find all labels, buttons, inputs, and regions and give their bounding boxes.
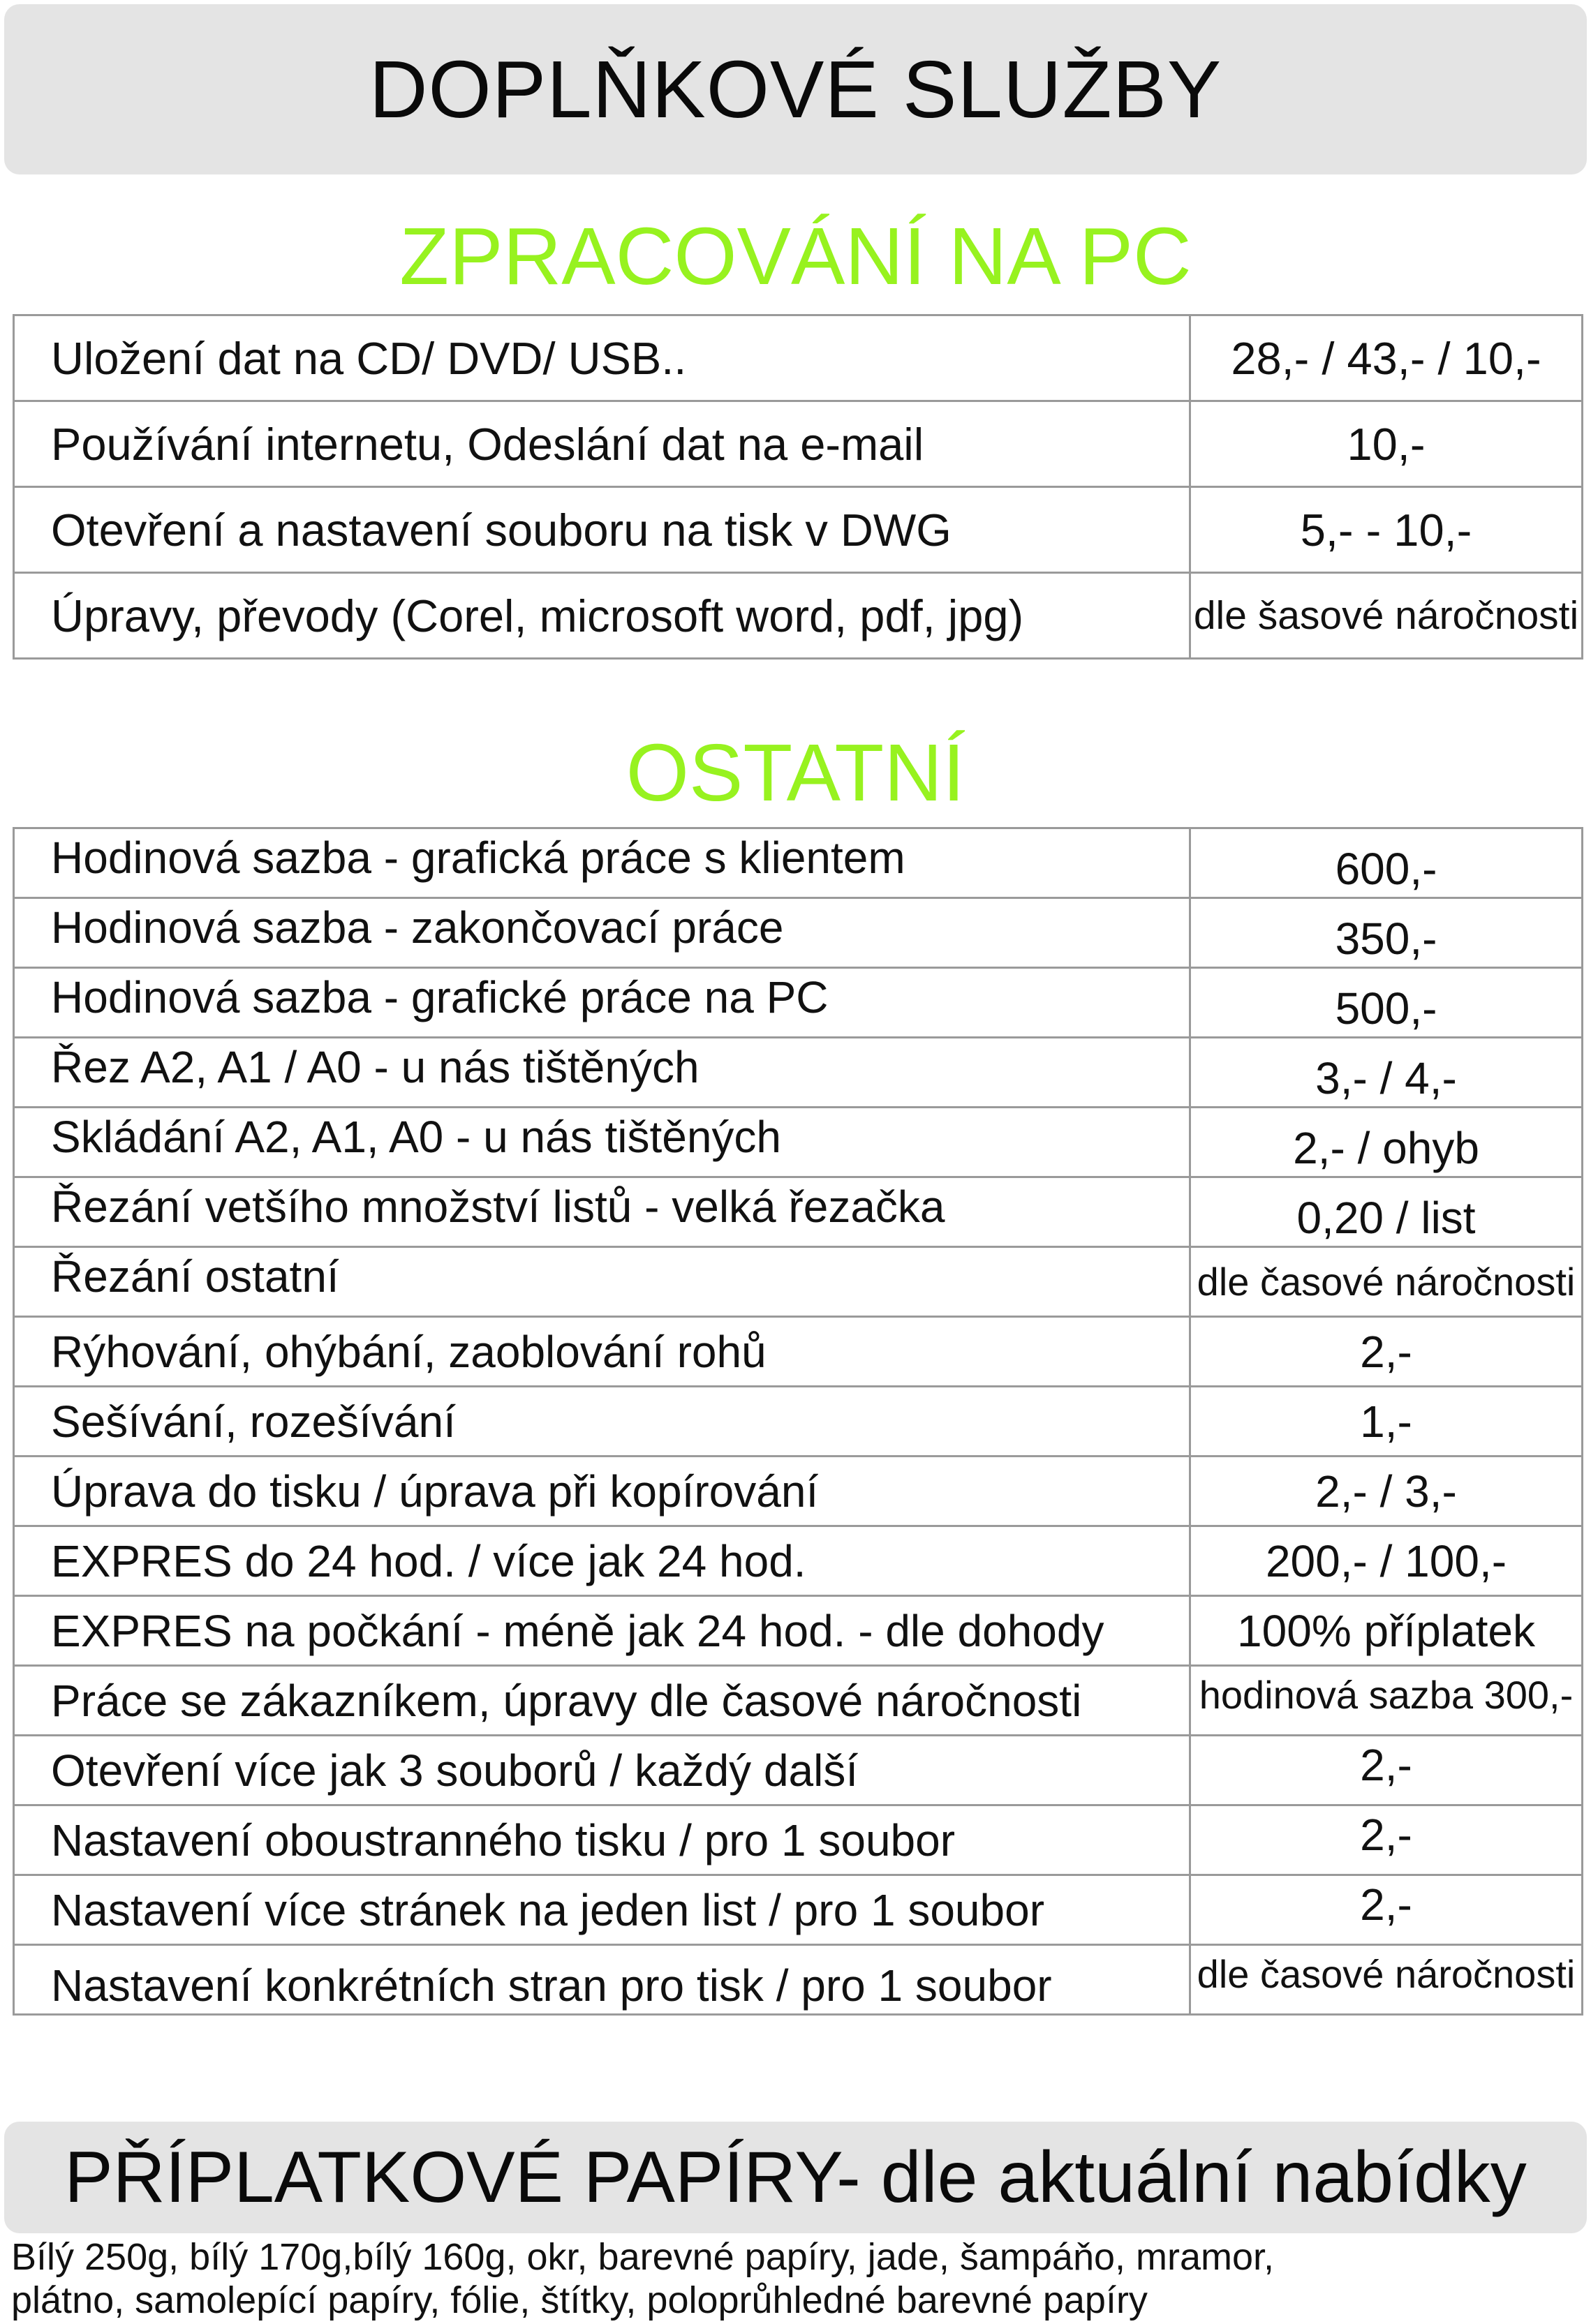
service-price: [1190, 1736, 1583, 1805]
service-name-text: Nastavení oboustranného tisku / pro 1 soubor: [51, 1815, 956, 1865]
service-price: 5,- - 10,-: [1190, 487, 1583, 573]
service-price-text: 3,- / 4,-: [1315, 1052, 1457, 1103]
table-row: [14, 1038, 1583, 1108]
service-name-text: Řezání ostatní: [51, 1251, 339, 1302]
service-price-text: 350,-: [1335, 913, 1437, 964]
service-price-text: 2,-: [1360, 1809, 1412, 1860]
service-price: [1190, 1945, 1583, 2015]
service-price-text: 0,20 / list: [1296, 1192, 1476, 1243]
service-name: [14, 1108, 1190, 1177]
service-price: [1190, 1875, 1583, 1945]
service-name: Uložení dat na CD/ DVD/ USB..: [14, 315, 1190, 401]
service-name-text: Práce se zákazníkem, úpravy dle časové náročnosti: [51, 1675, 1082, 1726]
service-price-text: 2,- / ohyb: [1293, 1122, 1479, 1173]
service-name: [14, 1666, 1190, 1736]
service-name-text: Nastavení více stránek na jeden list / pro 1 soubor: [51, 1884, 1044, 1935]
table-row: [14, 1457, 1583, 1526]
service-price-text: 2,-: [1360, 1739, 1412, 1790]
service-price-text: 600,-: [1335, 843, 1437, 894]
service-price-text: 100% příplatek: [1237, 1605, 1535, 1656]
service-name: [14, 828, 1190, 898]
service-price: [1190, 1526, 1583, 1596]
service-price: [1190, 1038, 1583, 1108]
service-name-text: EXPRES na počkání - méně jak 24 hod. - dle dohody: [51, 1605, 1104, 1656]
service-price: [1190, 1247, 1583, 1317]
footer-banner: [4, 2122, 1587, 2233]
service-price-text: 2,- / 3,-: [1315, 1466, 1457, 1517]
table-row: [14, 1945, 1583, 2015]
service-name-text: Hodinová sazba - grafická práce s klientem: [51, 832, 905, 883]
service-price: [1190, 1387, 1583, 1457]
table-row: [14, 898, 1583, 968]
service-price: 10,-: [1190, 401, 1583, 487]
other-services-price-table: [13, 827, 1583, 2016]
service-price: [1190, 1596, 1583, 1666]
service-name: [14, 1805, 1190, 1875]
service-name-text: EXPRES do 24 hod. / více jak 24 hod.: [51, 1535, 806, 1586]
service-name-text: Řezání vetšího množství listů - velká řezačka: [51, 1181, 945, 1232]
table-row: [14, 1247, 1583, 1317]
service-price: 28,- / 43,- / 10,-: [1190, 315, 1583, 401]
service-name-text: Nastavení konkrétních stran pro tisk / pro 1 soubor: [51, 1960, 1052, 2011]
table-row: [14, 401, 1583, 487]
table-row: [14, 573, 1583, 659]
service-price: [1190, 1108, 1583, 1177]
table-row: [14, 1526, 1583, 1596]
service-price: [1190, 828, 1583, 898]
pc-processing-price-table: [13, 314, 1583, 660]
service-price-text: hodinová sazba 300,-: [1199, 1673, 1574, 1717]
table-row: [14, 1108, 1583, 1177]
service-name-text: Sešívání, rozešívání: [51, 1396, 456, 1447]
service-name: Používání internetu, Odeslání dat na e-mail: [14, 401, 1190, 487]
service-name: [14, 1596, 1190, 1666]
service-name: [14, 1945, 1190, 2015]
service-name-text: Skládání A2, A1, A0 - u nás tištěných: [51, 1111, 781, 1162]
table-row: [14, 1805, 1583, 1875]
table-row: [14, 1317, 1583, 1387]
service-name-text: Hodinová sazba - zakončovací práce: [51, 902, 784, 953]
table-row: [14, 1736, 1583, 1805]
paper-list-line-1: Bílý 250g, bílý 170g,bílý 160g, okr, barevné papíry, jade, šampáňo, mramor,: [11, 2236, 1275, 2278]
table-row: [14, 487, 1583, 573]
service-price: dle šasové náročnosti: [1190, 573, 1583, 659]
page-title: DOPLŇKOVÉ SLUŽBY: [369, 44, 1222, 135]
service-name-text: Úprava do tisku / úprava při kopírování: [51, 1466, 819, 1517]
service-name: [14, 1038, 1190, 1108]
table-row: [14, 1387, 1583, 1457]
service-name: [14, 898, 1190, 968]
service-name-text: Řez A2, A1 / A0 - u nás tištěných: [51, 1041, 700, 1092]
table-row: [14, 1666, 1583, 1736]
service-name-text: Otevření více jak 3 souborů / každý další: [51, 1745, 859, 1796]
service-price-text: 2,-: [1360, 1879, 1412, 1930]
table-row: [14, 315, 1583, 401]
service-price: [1190, 1177, 1583, 1247]
section-title-pc-processing: ZPRACOVÁNÍ NA PC: [399, 211, 1192, 301]
service-price: [1190, 1666, 1583, 1736]
service-name: [14, 1457, 1190, 1526]
table-row: [14, 1875, 1583, 1945]
service-price: [1190, 968, 1583, 1038]
service-name: [14, 1736, 1190, 1805]
table-row: [14, 968, 1583, 1038]
service-name: [14, 1177, 1190, 1247]
service-name: [14, 1387, 1190, 1457]
service-price-text: 1,-: [1360, 1396, 1412, 1447]
table-row: [14, 1177, 1583, 1247]
service-name: [14, 1247, 1190, 1317]
service-name-text: Rýhování, ohýbání, zaoblování rohů: [51, 1326, 767, 1377]
paper-list-line-2: plátno, samolepící papíry, fólie, štítky, poloprůhledné barevné papíry: [11, 2279, 1148, 2321]
header-banner: [4, 4, 1587, 174]
service-price: [1190, 1317, 1583, 1387]
service-price: [1190, 898, 1583, 968]
service-price-text: 2,-: [1360, 1326, 1412, 1377]
table-row: [14, 828, 1583, 898]
service-name: Otevření a nastavení souboru na tisk v DWG: [14, 487, 1190, 573]
service-price-text: dle časové náročnosti: [1197, 1260, 1576, 1304]
table-row: [14, 1596, 1583, 1666]
service-price: [1190, 1805, 1583, 1875]
service-name: [14, 1875, 1190, 1945]
service-name: [14, 968, 1190, 1038]
service-price-text: 200,- / 100,-: [1265, 1535, 1507, 1586]
service-name-text: Hodinová sazba - grafické práce na PC: [51, 971, 829, 1022]
section-title-other: OSTATNÍ: [626, 727, 965, 818]
service-price-text: dle časové náročnosti: [1197, 1952, 1576, 1996]
service-price: [1190, 1457, 1583, 1526]
service-name: [14, 1526, 1190, 1596]
service-price-text: 500,-: [1335, 983, 1437, 1034]
service-name: Úpravy, převody (Corel, microsoft word, pdf, jpg): [14, 573, 1190, 659]
footer-title: PŘÍPLATKOVÉ PAPÍRY- dle aktuální nabídky: [64, 2136, 1527, 2218]
service-name: [14, 1317, 1190, 1387]
